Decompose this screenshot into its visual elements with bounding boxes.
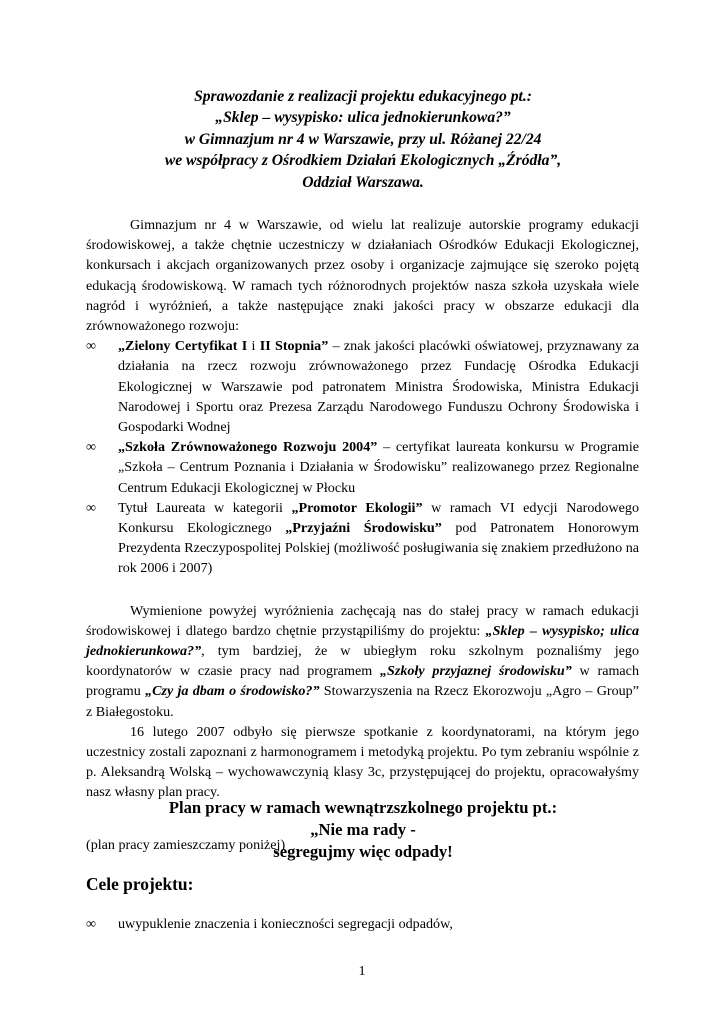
title-line: Oddział Warszawa. bbox=[302, 173, 424, 191]
award-mid: w ramach VI edycji Narodowego Konkursu Ekologicznego bbox=[118, 499, 639, 537]
text-run: Wymienione powyżej wyróżnienia zachęcają nas do stałej pracy w ramach edukacji środowiskowej i dlatego bardzo chętnie przystąpiliśmy do projektu: bbox=[86, 602, 639, 639]
award-name: „Szkoła Zrównoważonego Rozwoju 2004” bbox=[118, 439, 378, 456]
page-number: 1 bbox=[358, 963, 366, 979]
award-item bbox=[86, 498, 639, 579]
plan-note: (plan pracy zamieszczamy poniżej) bbox=[86, 836, 286, 853]
award-description: pod Patronatem Honorowym Prezydenta Rzeczypospolitej Polskiej (możliwość posługiwania się znakiem przedłużono na rok 2006 i 2007) bbox=[118, 520, 639, 577]
title-line: Sprawozdanie z realizacji projektu edukacyjnego pt.: bbox=[194, 88, 532, 105]
program-name: „Szkoły przyjaznej środowisku” bbox=[380, 663, 572, 680]
plan-heading bbox=[86, 797, 640, 863]
goals-list bbox=[86, 914, 639, 934]
title-line: we współpracy z Ośrodkiem Działań Ekologicznych „Źródła”, bbox=[164, 152, 562, 170]
goals-heading: Cele projektu: bbox=[86, 874, 194, 894]
award-name-joiner: i bbox=[247, 338, 260, 355]
intro-paragraph: Gimnazjum nr 4 w Warszawie, od wielu lat realizuje autorskie programy edukacji środowiskowej, a także chętnie uczestniczy w działaniach Ośrodków Edukacji Ekologicznej, konkursach i akcjach organizowanych przez osoby i organizacje zajmujące się szeroko pojętą edukacją środowiskową. W ramach tych różnorodnych projektów nasza szkoła uzyskała wiele nagród i wyróżnień, a także następujące znaki jakości pracy w obszarze edukacji dla zrównoważonego rozwoju: bbox=[86, 217, 639, 335]
goal-text: uwypuklenie znaczenia i konieczności segregacji odpadów, bbox=[118, 916, 453, 932]
title-line: „Sklep – wysypisko: ulica jednokierunkowa?” bbox=[215, 109, 511, 127]
report-title bbox=[86, 86, 640, 193]
goal-item bbox=[86, 914, 639, 934]
award-description: – certyfikat laureata konkursu w Programie „Szkoła – Centrum Poznania i Działania w Środowisku” realizowanego przez Regionalne Centrum Edukacji Ekologicznej w Płocku bbox=[118, 439, 640, 496]
award-name: „Promotor Ekologii” bbox=[291, 499, 423, 516]
program-name: „Czy ja dbam o środowisko?” bbox=[145, 683, 320, 700]
award-prefix: Tytuł Laureata w kategorii bbox=[118, 499, 292, 516]
award-name: „Zielony Certyfikat I bbox=[118, 338, 248, 355]
text-run: Stowarzyszenia na Rzecz Ekorozwoju „Agro – Group” z Białegostoku. bbox=[86, 683, 639, 720]
infinity-bullet-icon: ∞ bbox=[86, 499, 97, 516]
infinity-bullet-icon: ∞ bbox=[86, 439, 97, 456]
plan-heading-line: segregujmy więc odpady! bbox=[273, 842, 453, 861]
award-item bbox=[86, 336, 639, 437]
title-line: w Gimnazjum nr 4 w Warszawie, przy ul. Różanej 22/24 bbox=[184, 130, 542, 148]
project-paragraph bbox=[86, 601, 639, 722]
text-run: , tym bardziej, że w ubiegłym roku szkolnym poznaliśmy jego koordynatorów w czasie pracy nad programem bbox=[86, 643, 639, 680]
plan-heading-line: Plan pracy w ramach wewnątrzszkolnego projektu pt.: bbox=[168, 798, 558, 817]
infinity-bullet-icon: ∞ bbox=[86, 916, 97, 932]
infinity-bullet-icon: ∞ bbox=[86, 338, 97, 355]
plan-heading-line: „Nie ma rady - bbox=[310, 820, 416, 839]
project-name: „Sklep – wysypisko; ulica jednokierunkowa?” bbox=[86, 622, 639, 660]
awards-list bbox=[86, 336, 639, 578]
award-description: – znak jakości placówki oświatowej, przyznawany za działania na rzecz rozwoju zrównoważonego przez Fundację Ośrodka Edukacji Ekologicznej w Warszawie pod patronatem Ministra Środowiska, Ministra Edukacji Narodowej i Sportu oraz Prezesa Zarządu Narodowego Funduszu Ochrony Środowiska i Gospodarki Wodnej bbox=[118, 338, 639, 436]
award-name: II Stopnia” bbox=[259, 338, 329, 355]
text-run: w ramach programu bbox=[86, 663, 639, 700]
award-name: „Przyjaźni Środowisku” bbox=[285, 520, 442, 537]
report-body bbox=[86, 215, 639, 855]
meeting-paragraph: 16 lutego 2007 odbyło się pierwsze spotkanie z koordynatorami, na którym jego uczestnicy zostali zapoznani z harmonogramem i metodyką projektu. Po tym zebraniu wspólnie z p. Aleksandrą Wolską – wychowawczynią klasy 3c, przystępującej do projektu, opracowałyśmy nasz własny plan pracy. bbox=[86, 723, 639, 801]
award-item bbox=[86, 437, 639, 498]
